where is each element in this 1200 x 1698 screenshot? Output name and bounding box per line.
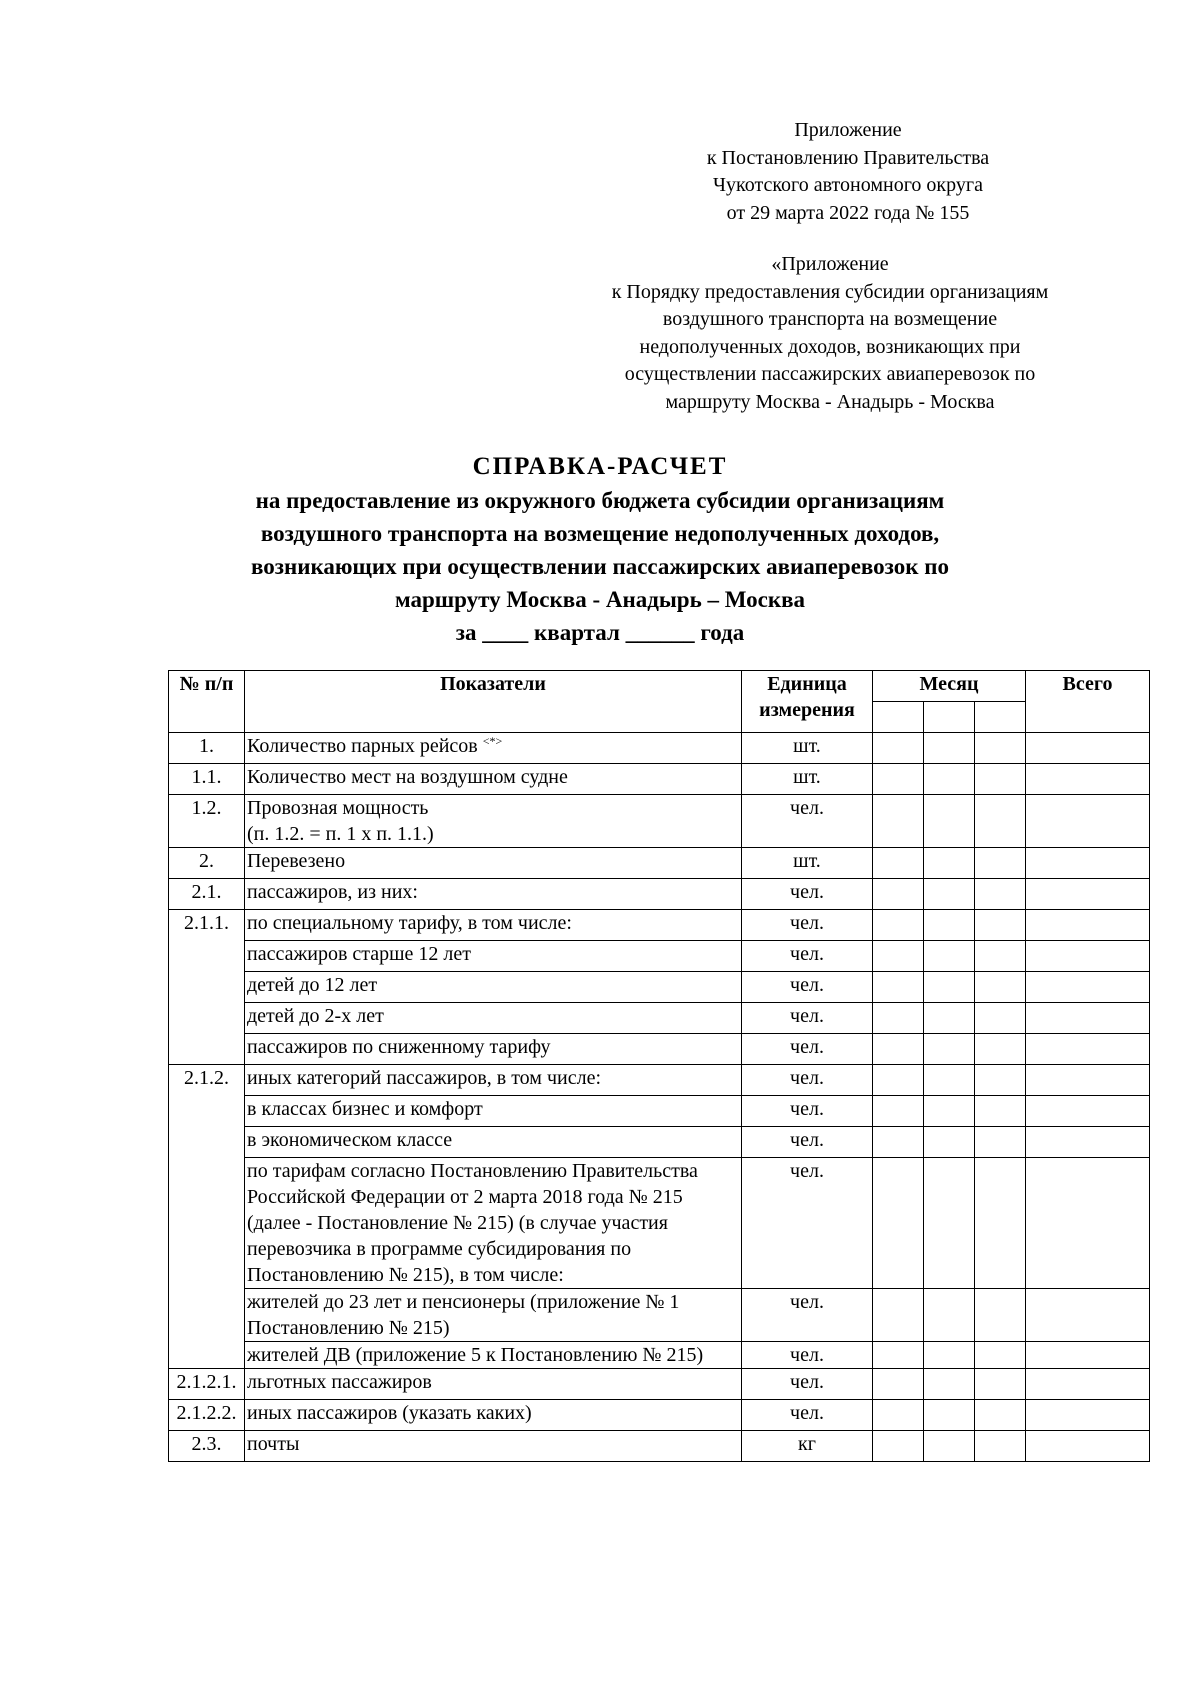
- document-title-block: [0, 450, 1200, 649]
- value-cell[interactable]: [975, 733, 1026, 764]
- table-row: [169, 1289, 1150, 1342]
- row-indicator: почты: [245, 1431, 742, 1462]
- value-cell[interactable]: [873, 910, 924, 941]
- total-cell[interactable]: [1026, 879, 1150, 910]
- value-cell[interactable]: [975, 1003, 1026, 1034]
- row-number: 1.1.: [169, 764, 245, 795]
- value-cell[interactable]: [873, 1158, 924, 1289]
- appendix-subsidy-order: [0, 251, 1110, 416]
- table-row: [169, 1400, 1150, 1431]
- row-indicator: в экономическом классе: [245, 1127, 742, 1158]
- value-cell[interactable]: [924, 1400, 975, 1431]
- row-number: 2.1.1.: [169, 910, 245, 1065]
- header-unit: Единица измерения: [742, 671, 873, 733]
- value-cell[interactable]: [873, 1127, 924, 1158]
- row-indicator: детей до 2-х лет: [245, 1003, 742, 1034]
- table-row: [169, 879, 1150, 910]
- value-cell[interactable]: [924, 1096, 975, 1127]
- header-number: № п/п: [169, 671, 245, 733]
- table-row: [169, 1158, 1150, 1289]
- value-cell[interactable]: [924, 764, 975, 795]
- row-unit: чел.: [742, 1342, 873, 1369]
- row-unit: чел.: [742, 910, 873, 941]
- row-unit: чел.: [742, 1400, 873, 1431]
- value-cell[interactable]: [924, 848, 975, 879]
- row-indicator: в классах бизнес и комфорт: [245, 1096, 742, 1127]
- row-number: 2.1.2.: [169, 1065, 245, 1369]
- row-number: 1.: [169, 733, 245, 764]
- value-cell[interactable]: [924, 1431, 975, 1462]
- appendix-line: недополученных доходов, возникающих при: [639, 335, 1021, 358]
- row-unit: чел.: [742, 941, 873, 972]
- calculation-table: [168, 670, 1150, 1462]
- row-unit: чел.: [742, 795, 873, 848]
- value-cell[interactable]: [975, 1034, 1026, 1065]
- value-cell[interactable]: [975, 972, 1026, 1003]
- row-indicator: иных категорий пассажиров, в том числе:: [245, 1065, 742, 1096]
- row-number: 2.1.2.1.: [169, 1369, 245, 1400]
- value-cell[interactable]: [924, 879, 975, 910]
- total-cell[interactable]: [1026, 972, 1150, 1003]
- table-row: [169, 733, 1150, 764]
- table-row: [169, 1369, 1150, 1400]
- row-unit: чел.: [742, 1369, 873, 1400]
- table-row: [169, 1003, 1150, 1034]
- value-cell[interactable]: [975, 1400, 1026, 1431]
- appendix-line: маршруту Москва - Анадырь - Москва: [665, 390, 995, 413]
- value-cell[interactable]: [873, 1096, 924, 1127]
- appendix-line: Приложение: [794, 119, 902, 141]
- value-cell[interactable]: [975, 941, 1026, 972]
- value-cell[interactable]: [975, 1096, 1026, 1127]
- value-cell[interactable]: [975, 1127, 1026, 1158]
- value-cell[interactable]: [975, 1289, 1026, 1342]
- appendix-line: от 29 марта 2022 года № 155: [726, 201, 970, 224]
- table-row: [169, 795, 1150, 848]
- total-cell[interactable]: [1026, 1342, 1150, 1369]
- value-cell[interactable]: [975, 1431, 1026, 1462]
- table-row: [169, 941, 1150, 972]
- subtitle-line: на предоставление из окружного бюджета субсидии организациям: [255, 488, 945, 513]
- row-indicator: Перевезено: [245, 848, 742, 879]
- table-row: [169, 1127, 1150, 1158]
- value-cell[interactable]: [924, 1369, 975, 1400]
- total-cell[interactable]: [1026, 1003, 1150, 1034]
- value-cell[interactable]: [873, 733, 924, 764]
- row-number: 2.1.2.2.: [169, 1400, 245, 1431]
- value-cell[interactable]: [924, 1034, 975, 1065]
- indicator-text: Количество парных рейсов: [247, 735, 478, 757]
- row-indicator: жителей ДВ (приложение 5 к Постановлению № 215): [245, 1342, 742, 1369]
- total-cell[interactable]: [1026, 848, 1150, 879]
- row-indicator: пассажиров по сниженному тарифу: [245, 1034, 742, 1065]
- subtitle-line: воздушного транспорта на возмещение недополученных доходов,: [260, 521, 940, 546]
- value-cell[interactable]: [975, 1369, 1026, 1400]
- row-indicator: [245, 733, 742, 764]
- header-indicator: Показатели: [245, 671, 742, 733]
- value-cell[interactable]: [924, 1342, 975, 1369]
- row-indicator: иных пассажиров (указать каких): [245, 1400, 742, 1431]
- row-unit: шт.: [742, 764, 873, 795]
- table-row: [169, 910, 1150, 941]
- table-header: [169, 671, 1150, 733]
- appendix-line: к Постановлению Правительства: [706, 146, 990, 169]
- total-cell[interactable]: [1026, 1369, 1150, 1400]
- subtitle-line: маршруту Москва - Анадырь – Москва: [394, 587, 806, 612]
- value-cell[interactable]: [873, 1342, 924, 1369]
- header-month-cell: [975, 702, 1026, 733]
- value-cell[interactable]: [975, 1158, 1026, 1289]
- row-indicator: пассажиров старше 12 лет: [245, 941, 742, 972]
- table-row: [169, 1431, 1150, 1462]
- row-unit: чел.: [742, 1003, 873, 1034]
- row-unit: чел.: [742, 1034, 873, 1065]
- value-cell[interactable]: [873, 1369, 924, 1400]
- value-cell[interactable]: [873, 1003, 924, 1034]
- total-cell[interactable]: [1026, 1431, 1150, 1462]
- table-row: [169, 1096, 1150, 1127]
- value-cell[interactable]: [975, 1065, 1026, 1096]
- appendix-government-decree: [0, 117, 1048, 227]
- value-cell[interactable]: [873, 1400, 924, 1431]
- header-month: Месяц: [873, 671, 1026, 702]
- value-cell[interactable]: [975, 795, 1026, 848]
- indicator-text: Провозная мощность: [247, 797, 429, 819]
- value-cell[interactable]: [975, 764, 1026, 795]
- table-row: [169, 1034, 1150, 1065]
- value-cell[interactable]: [924, 733, 975, 764]
- row-indicator: детей до 12 лет: [245, 972, 742, 1003]
- row-unit: кг: [742, 1431, 873, 1462]
- value-cell[interactable]: [873, 1289, 924, 1342]
- value-cell[interactable]: [924, 1003, 975, 1034]
- value-cell[interactable]: [873, 941, 924, 972]
- value-cell[interactable]: [873, 848, 924, 879]
- total-cell[interactable]: [1026, 941, 1150, 972]
- total-cell[interactable]: [1026, 910, 1150, 941]
- header-month-cell: [873, 702, 924, 733]
- appendix-line: Чукотского автономного округа: [713, 174, 983, 196]
- value-cell[interactable]: [924, 972, 975, 1003]
- table-row: [169, 848, 1150, 879]
- appendix-line: к Порядку предоставления субсидии организациям: [611, 280, 1049, 303]
- row-indicator: [245, 795, 742, 848]
- row-unit: чел.: [742, 1096, 873, 1127]
- table-row: [169, 1342, 1150, 1369]
- total-cell[interactable]: [1026, 1065, 1150, 1096]
- footnote-mark: <*>: [482, 734, 503, 748]
- value-cell[interactable]: [975, 848, 1026, 879]
- row-unit: чел.: [742, 972, 873, 1003]
- row-unit: шт.: [742, 848, 873, 879]
- total-cell[interactable]: [1026, 1034, 1150, 1065]
- row-unit: чел.: [742, 879, 873, 910]
- value-cell[interactable]: [873, 764, 924, 795]
- row-indicator: льготных пассажиров: [245, 1369, 742, 1400]
- total-cell[interactable]: [1026, 1158, 1150, 1289]
- table-row: [169, 1065, 1150, 1096]
- row-unit: чел.: [742, 1127, 873, 1158]
- row-indicator: жителей до 23 лет и пенсионеры (приложение № 1 Постановлению № 215): [245, 1289, 742, 1342]
- value-cell[interactable]: [873, 1034, 924, 1065]
- value-cell[interactable]: [924, 941, 975, 972]
- value-cell[interactable]: [975, 879, 1026, 910]
- value-cell[interactable]: [873, 1431, 924, 1462]
- appendix-line: «Приложение: [771, 253, 889, 275]
- appendix-line: осуществлении пассажирских авиаперевозок по: [624, 363, 1036, 385]
- value-cell[interactable]: [873, 795, 924, 848]
- row-number: 1.2.: [169, 795, 245, 848]
- table-row: [169, 764, 1150, 795]
- value-cell[interactable]: [873, 1065, 924, 1096]
- value-cell[interactable]: [924, 1289, 975, 1342]
- value-cell[interactable]: [873, 972, 924, 1003]
- indicator-formula: (п. 1.2. = п. 1 х п. 1.1.): [247, 823, 434, 845]
- value-cell[interactable]: [924, 1065, 975, 1096]
- document-title: СПРАВКА-РАСЧЕТ: [472, 453, 728, 480]
- total-cell[interactable]: [1026, 764, 1150, 795]
- header-month-cell: [924, 702, 975, 733]
- value-cell[interactable]: [924, 1158, 975, 1289]
- total-cell[interactable]: [1026, 733, 1150, 764]
- value-cell[interactable]: [924, 910, 975, 941]
- row-indicator: по тарифам согласно Постановлению Правительства Российской Федерации от 2 марта 2018 года № 215 (далее - Постановление № 215) (в случае участия перевозчика в программе субсидирования по Постановлению № 215), в том числе:: [245, 1158, 742, 1289]
- total-cell[interactable]: [1026, 795, 1150, 848]
- table-body: [169, 733, 1150, 1462]
- value-cell[interactable]: [975, 910, 1026, 941]
- row-number: 2.1.: [169, 879, 245, 910]
- appendix-line: воздушного транспорта на возмещение: [662, 308, 998, 330]
- value-cell[interactable]: [873, 879, 924, 910]
- header-total: Всего: [1026, 671, 1150, 733]
- subtitle-line: возникающих при осуществлении пассажирских авиаперевозок по: [250, 554, 950, 579]
- row-unit: шт.: [742, 733, 873, 764]
- row-indicator: по специальному тарифу, в том числе:: [245, 910, 742, 941]
- total-cell[interactable]: [1026, 1289, 1150, 1342]
- row-number: 2.: [169, 848, 245, 879]
- value-cell[interactable]: [924, 795, 975, 848]
- value-cell[interactable]: [924, 1127, 975, 1158]
- row-unit: чел.: [742, 1158, 873, 1289]
- table-row: [169, 972, 1150, 1003]
- value-cell[interactable]: [975, 1342, 1026, 1369]
- total-cell[interactable]: [1026, 1127, 1150, 1158]
- total-cell[interactable]: [1026, 1096, 1150, 1127]
- period-line: за ____ квартал ______ года: [455, 620, 745, 645]
- row-number: 2.3.: [169, 1431, 245, 1462]
- row-unit: чел.: [742, 1065, 873, 1096]
- row-indicator: Количество мест на воздушном судне: [245, 764, 742, 795]
- row-indicator: пассажиров, из них:: [245, 879, 742, 910]
- row-unit: чел.: [742, 1289, 873, 1342]
- total-cell[interactable]: [1026, 1400, 1150, 1431]
